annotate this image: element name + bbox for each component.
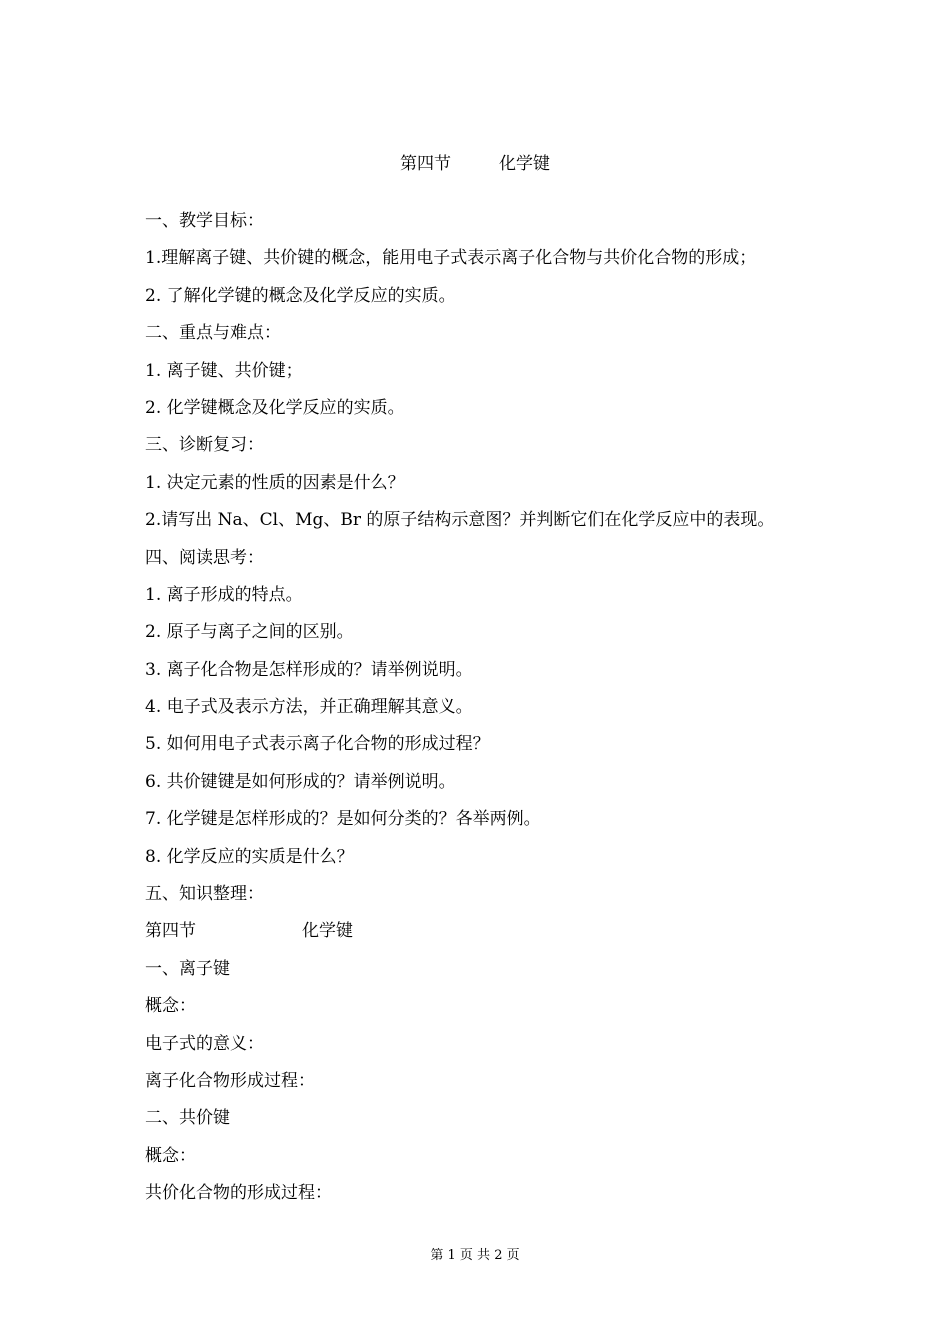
text-line: 离子化合物形成过程： <box>145 1070 315 1091</box>
text-line: 7. 化学键是怎样形成的？是如何分类的？各举两例。 <box>145 809 541 830</box>
text-line: 四、阅读思考： <box>145 547 264 568</box>
text-line: 1.理解离子键、共价键的概念，能用电子式表示离子化合物与共价化合物的形成； <box>145 248 757 269</box>
text-line: 一、离子键 <box>145 958 230 979</box>
text-line: 二、共价键 <box>145 1108 230 1129</box>
text-line: 2. 原子与离子之间的区别。 <box>145 622 354 643</box>
text-line: 共价化合物的形成过程： <box>145 1183 332 1204</box>
text-line: 三、诊断复习： <box>145 435 264 456</box>
section-heading <box>145 917 865 954</box>
text-line: 概念： <box>145 996 196 1017</box>
document-body <box>145 207 865 1217</box>
text-line: 概念： <box>145 1145 196 1166</box>
section-number: 第四节 <box>145 921 196 942</box>
page-footer: 第 1 页 共 2 页 <box>430 1248 520 1263</box>
text-line: 一、教学目标： <box>145 211 264 231</box>
text-line: 1. 离子键、共价键； <box>145 360 303 381</box>
title-topic: 化学键 <box>499 154 550 174</box>
text-line: 二、重点与难点： <box>145 323 281 344</box>
text-line: 4. 电子式及表示方法，并正确理解其意义。 <box>145 697 473 718</box>
text-line: 2. 化学键概念及化学反应的实质。 <box>145 397 405 418</box>
text-line: 5. 如何用电子式表示离子化合物的形成过程？ <box>145 734 490 755</box>
text-line: 3. 离子化合物是怎样形成的？请举例说明。 <box>145 659 473 680</box>
text-line: 6. 共价键键是如何形成的？请举例说明。 <box>145 771 456 792</box>
text-line: 电子式的意义： <box>145 1033 264 1054</box>
text-line: 五、知识整理： <box>145 884 264 905</box>
text-line: 2.请写出 Na、Cl、Mg、Br 的原子结构示意图？并判断它们在化学反应中的表现。 <box>145 510 775 531</box>
text-line: 8. 化学反应的实质是什么？ <box>145 846 354 867</box>
title-section-number: 第四节 <box>400 154 451 174</box>
text-line: 1. 离子形成的特点。 <box>145 584 303 605</box>
text-line: 1. 决定元素的性质的因素是什么？ <box>145 472 405 493</box>
text-line: 2. 了解化学键的概念及化学反应的实质。 <box>145 285 456 306</box>
section-topic: 化学键 <box>302 921 353 942</box>
page-title <box>0 150 950 178</box>
